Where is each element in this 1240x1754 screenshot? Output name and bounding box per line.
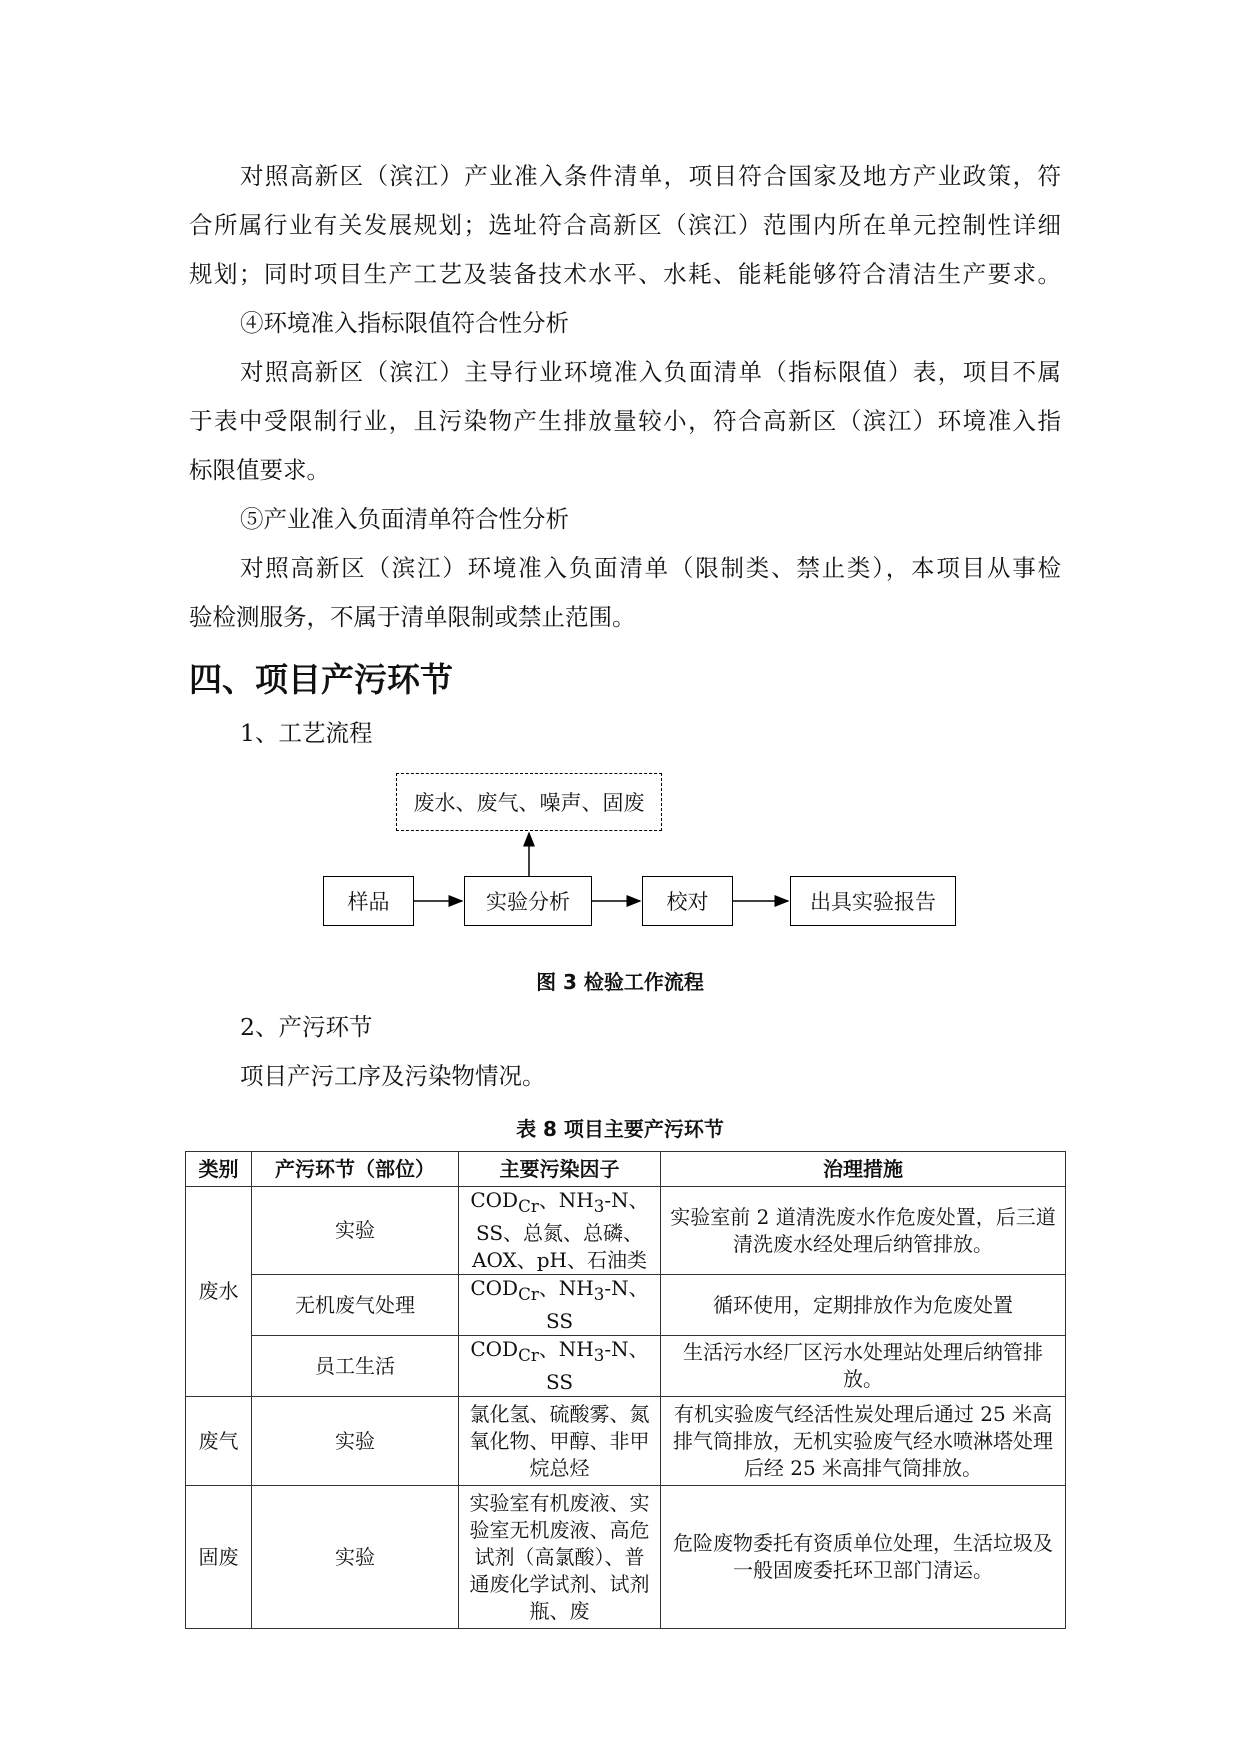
- factors-cell: $COD_{Cr}$、$NH_3-N$、SS、总氮、总磷、AOX、pH、石油类: [459, 1187, 661, 1275]
- factors-cell: $COD_{Cr}$、$NH_3-N$、SS: [459, 1336, 661, 1397]
- figure-caption: 图 3 检验工作流程: [536, 970, 704, 994]
- flow-step-check: 校对: [642, 876, 733, 926]
- table-title: 表 8 项目主要产污环节: [516, 1117, 724, 1141]
- text-line: 验检测服务，不属于清单限制或禁止范围。: [189, 603, 636, 631]
- measures-cell: 危险废物委托有资质单位处理，生活垃圾及一般固废委托环卫部门清运。: [661, 1486, 1066, 1629]
- category-cell: 固废: [186, 1486, 252, 1629]
- flow-step-report: 出具实验报告: [790, 876, 956, 926]
- subheading-process: 1、工艺流程: [240, 719, 373, 747]
- text-line: 标限值要求。: [189, 456, 330, 484]
- factors-cell: 氯化氢、硫酸雾、氮氧化物、甲醇、非甲烷总烃: [459, 1397, 661, 1486]
- category-cell: 废水: [186, 1187, 252, 1397]
- factors-cell: $COD_{Cr}$、$NH_3-N$、SS: [459, 1275, 661, 1336]
- measures-cell: 循环使用，定期排放作为危废处置: [661, 1275, 1066, 1336]
- measures-cell: 生活污水经厂区污水处理站处理后纳管排放。: [661, 1336, 1066, 1397]
- section-heading: 四、项目产污环节: [189, 660, 453, 699]
- text-line: 对照高新区（滨江）产业准入条件清单，项目符合国家及地方产业政策，符: [240, 162, 1061, 190]
- measures-cell: 有机实验废气经活性炭处理后通过 25 米高排气筒排放，无机实验废气经水喷淋塔处理后经 25 米高排气筒排放。: [661, 1397, 1066, 1486]
- flow-step-sample: 样品: [323, 876, 414, 926]
- flow-step-analysis: 实验分析: [464, 876, 592, 926]
- header-factors: 主要污染因子: [459, 1152, 661, 1187]
- stage-cell: 实验: [252, 1187, 459, 1275]
- intro-text: 项目产污工序及污染物情况。: [240, 1062, 546, 1090]
- table-row: [186, 1336, 1066, 1397]
- table-row: [186, 1275, 1066, 1336]
- flow-output-box: 废水、废气、噪声、固废: [396, 773, 662, 831]
- text-line: 对照高新区（滨江）主导行业环境准入负面清单（指标限值）表，项目不属: [240, 358, 1061, 386]
- table-row: [186, 1187, 1066, 1275]
- stage-cell: 实验: [252, 1486, 459, 1629]
- factors-cell: 实验室有机废液、实验室无机废液、高危试剂（高氯酸）、普通废化学试剂、试剂瓶、废: [459, 1486, 661, 1629]
- text-line: ④环境准入指标限值符合性分析: [240, 309, 569, 337]
- stage-cell: 无机废气处理: [252, 1275, 459, 1336]
- stage-cell: 实验: [252, 1397, 459, 1486]
- header-stage: 产污环节（部位）: [252, 1152, 459, 1187]
- header-category: 类别: [186, 1152, 252, 1187]
- table-header-row: [186, 1152, 1066, 1187]
- measures-cell: 实验室前 2 道清洗废水作危废处置，后三道清洗废水经处理后纳管排放。: [661, 1187, 1066, 1275]
- table-row: [186, 1486, 1066, 1629]
- text-line: ⑤产业准入负面清单符合性分析: [240, 505, 569, 533]
- category-cell: 废气: [186, 1397, 252, 1486]
- text-line: 合所属行业有关发展规划；选址符合高新区（滨江）范围内所在单元控制性详细: [189, 211, 1061, 239]
- pollution-table: [185, 1151, 1066, 1629]
- text-line: 对照高新区（滨江）环境准入负面清单（限制类、禁止类），本项目从事检: [240, 554, 1061, 582]
- text-line: 规划；同时项目生产工艺及装备技术水平、水耗、能耗能够符合清洁生产要求。: [189, 260, 1061, 288]
- table-row: [186, 1397, 1066, 1486]
- text-line: 于表中受限制行业，且污染物产生排放量较小，符合高新区（滨江）环境准入指: [189, 407, 1061, 435]
- subheading-pollution: 2、产污环节: [240, 1013, 373, 1041]
- stage-cell: 员工生活: [252, 1336, 459, 1397]
- header-measures: 治理措施: [661, 1152, 1066, 1187]
